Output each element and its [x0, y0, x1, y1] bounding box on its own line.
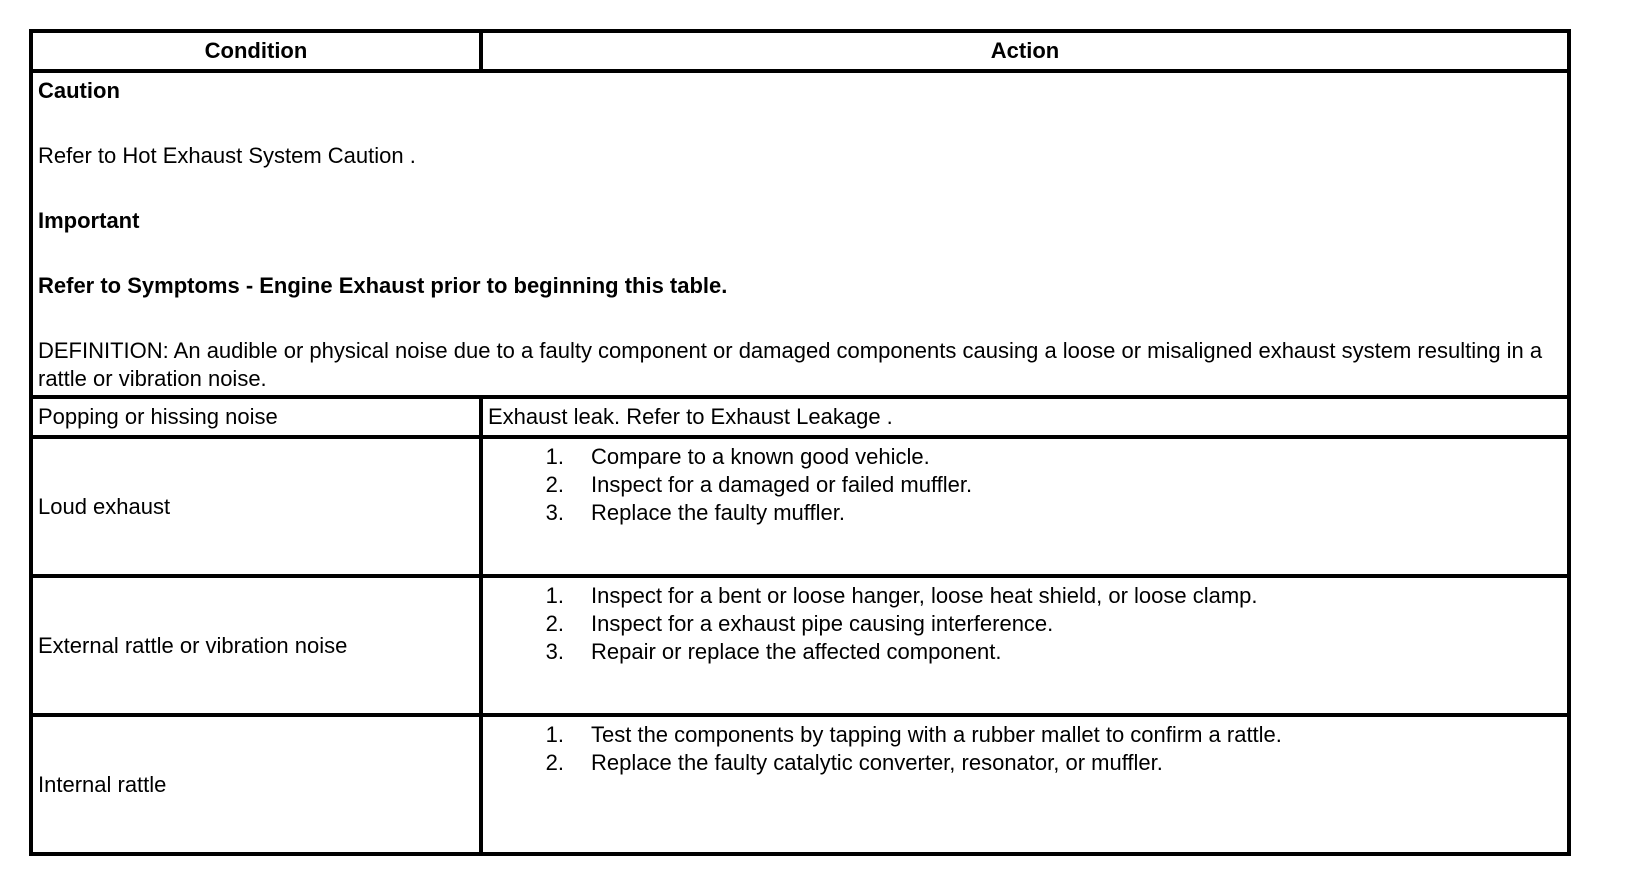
step-item	[488, 610, 1567, 638]
table-row	[31, 397, 1569, 437]
notes-cell	[31, 71, 1569, 397]
condition-cell: Loud exhaust	[31, 437, 481, 576]
definition-text: DEFINITION: An audible or physical noise due to a faulty component or damaged components causing a loose or misaligned exhaust system resulting in a rattle or vibration noise.	[38, 338, 1543, 391]
important-text: Refer to Symptoms - Engine Exhaust prior to beginning this table.	[38, 273, 728, 298]
step-text: Replace the faulty muffler.	[591, 500, 845, 525]
step-item	[488, 443, 1567, 471]
action-cell: Exhaust leak. Refer to Exhaust Leakage .	[481, 397, 1569, 437]
step-item	[488, 721, 1567, 749]
condition-cell: Internal rattle	[31, 715, 481, 854]
action-cell	[481, 437, 1569, 576]
steps-list	[488, 721, 1567, 777]
step-text: Inspect for a damaged or failed muffler.	[591, 472, 973, 497]
table-row	[31, 576, 1569, 715]
step-number: 3.	[545, 639, 564, 664]
step-item	[488, 471, 1567, 499]
diagnostic-table	[29, 29, 1571, 856]
step-text: Inspect for a bent or loose hanger, loose heat shield, or loose clamp.	[591, 583, 1258, 608]
notes-row	[31, 71, 1569, 397]
action-cell	[481, 715, 1569, 854]
table-row	[31, 437, 1569, 576]
step-text: Test the components by tapping with a rubber mallet to confirm a rattle.	[591, 722, 1282, 747]
step-number: 2.	[545, 472, 564, 497]
step-text: Inspect for a exhaust pipe causing interference.	[591, 611, 1054, 636]
action-cell	[481, 576, 1569, 715]
condition-cell: External rattle or vibration noise	[31, 576, 481, 715]
step-number: 1.	[545, 722, 564, 747]
condition-cell: Popping or hissing noise	[31, 397, 481, 437]
step-number: 1.	[545, 444, 564, 469]
table-header-row	[31, 31, 1569, 71]
caution-text: Refer to Hot Exhaust System Caution .	[38, 143, 416, 168]
step-number: 2.	[545, 611, 564, 636]
step-number: 3.	[545, 500, 564, 525]
steps-list	[488, 582, 1567, 666]
step-number: 1.	[545, 583, 564, 608]
step-number: 2.	[545, 750, 564, 775]
step-text: Compare to a known good vehicle.	[591, 444, 930, 469]
caution-heading: Caution	[38, 78, 120, 103]
column-header-condition: Condition	[31, 31, 481, 71]
step-item	[488, 749, 1567, 777]
table-row	[31, 715, 1569, 854]
step-item	[488, 582, 1567, 610]
step-text: Replace the faulty catalytic converter, resonator, or muffler.	[591, 750, 1163, 775]
step-item	[488, 499, 1567, 527]
step-item	[488, 638, 1567, 666]
steps-list	[488, 443, 1567, 527]
column-header-action: Action	[481, 31, 1569, 71]
important-heading: Important	[38, 208, 140, 233]
step-text: Repair or replace the affected component.	[591, 639, 1002, 664]
